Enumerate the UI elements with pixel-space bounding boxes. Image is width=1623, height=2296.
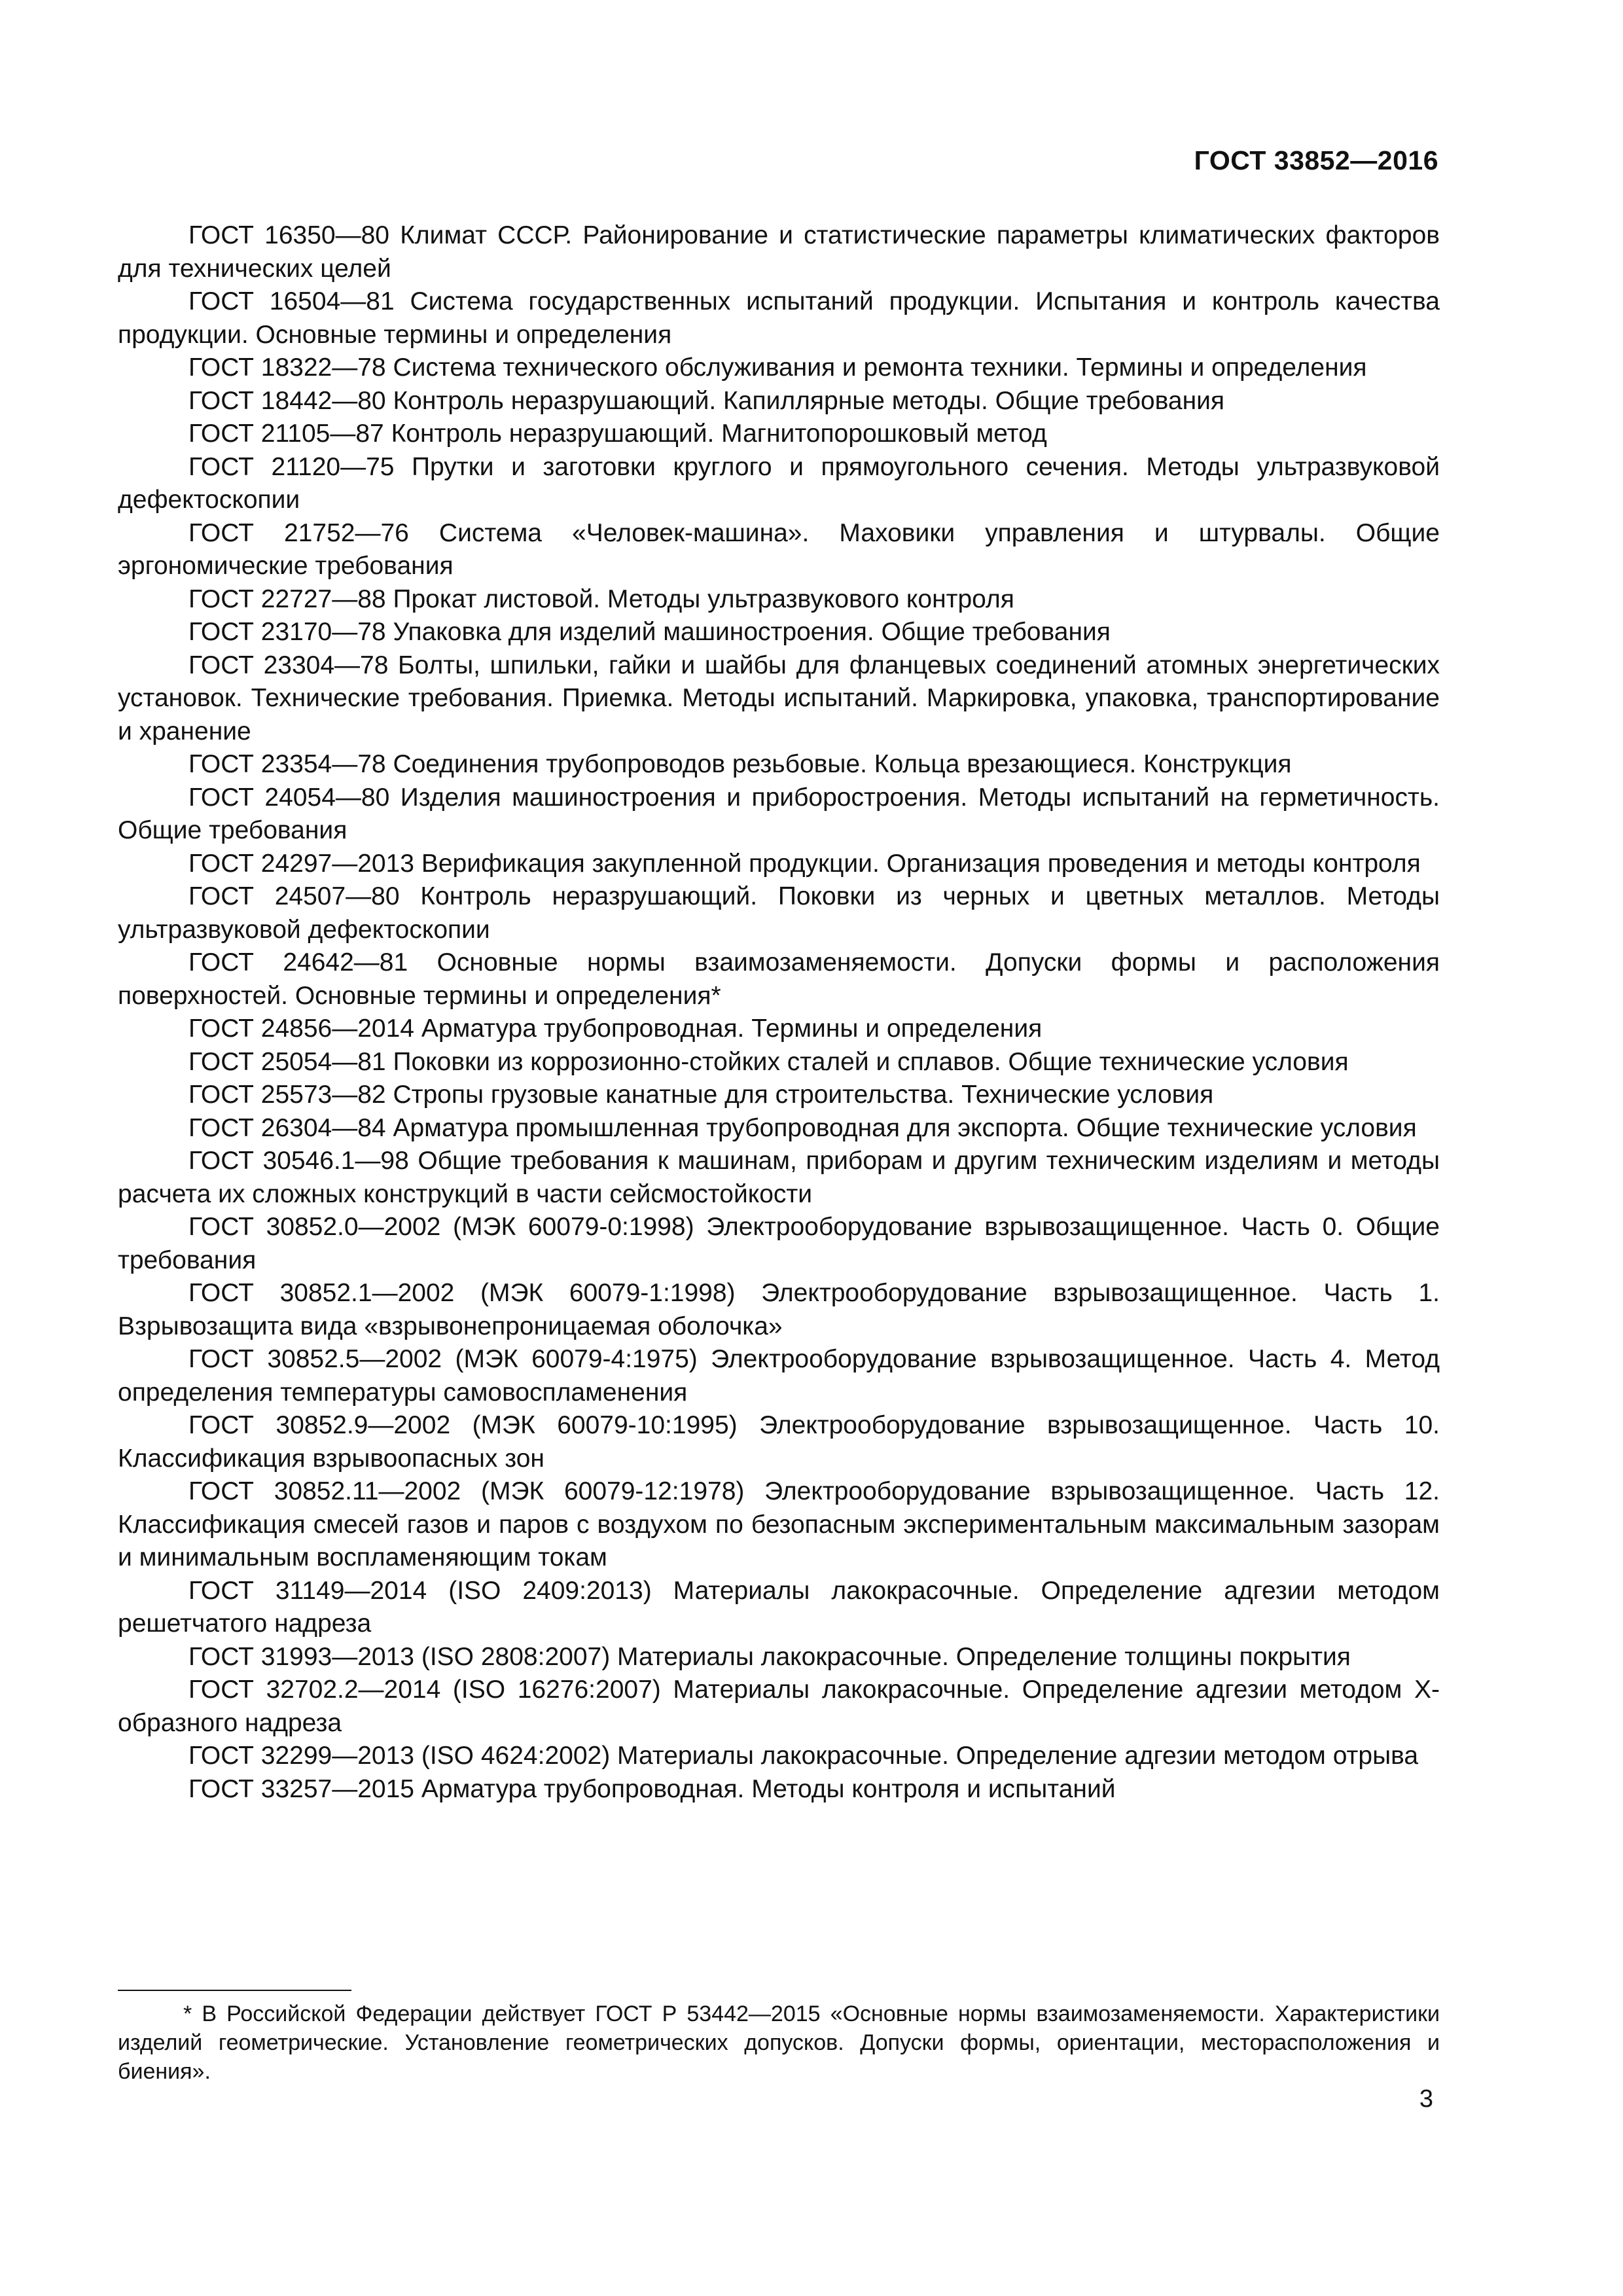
reference-item: ГОСТ 33257—2015 Арматура трубопроводная. Методы контроля и испытаний [188,1774,1116,1803]
reference-item: ГОСТ 24297—2013 Верификация закупленной продукции. Организация проведения и методы контроля [188,849,1421,878]
reference-item: ГОСТ 25573—82 Стропы грузовые канатные для строительства. Технические условия [188,1081,1214,1109]
reference-item: ГОСТ 21105—87 Контроль неразрушающий. Магнитопорошковый метод [188,420,1047,448]
page-number: 3 [1419,2085,1433,2113]
footnote-divider [118,1990,351,1991]
reference-item: ГОСТ 21120—75 Прутки и заготовки круглого и прямоугольного сечения. Методы ультразвуковой дефектоскопии [118,452,1440,514]
reference-item: ГОСТ 26304—84 Арматура промышленная трубопроводная для экспорта. Общие технические условия [188,1113,1417,1142]
document-header-id: ГОСТ 33852—2016 [1194,145,1438,175]
reference-item: ГОСТ 24507—80 Контроль неразрушающий. Поковки из черных и цветных металлов. Методы ультразвуковой дефектоскопии [118,882,1440,944]
reference-item: ГОСТ 30546.1—98 Общие требования к машинам, приборам и другим техническим изделиям и методы расчета их сложных конструкций в части сейсмостойкости [118,1147,1440,1208]
footnote: * В Российской Федерации действует ГОСТ Р 53442—2015 «Основные нормы взаимозаменяемости. Характеристики изделий геометрические. Установление геометрических допусков. Допуски формы, ориентации, месторасположения и биения». [118,2001,1440,2084]
reference-item: ГОСТ 24856—2014 Арматура трубопроводная. Термины и определения [188,1014,1043,1043]
reference-item: ГОСТ 32702.2—2014 (ISO 16276:2007) Материалы лакокрасочные. Определение адгезии методом Х-образного надреза [118,1676,1440,1737]
reference-item: ГОСТ 18442—80 Контроль неразрушающий. Капиллярные методы. Общие требования [188,386,1225,415]
reference-item: ГОСТ 23354—78 Соединения трубопроводов резьбовые. Кольца врезающиеся. Конструкция [188,750,1292,778]
reference-item: ГОСТ 31149—2014 (ISO 2409:2013) Материалы лакокрасочные. Определение адгезии методом решетчатого надреза [118,1576,1440,1638]
normative-references-list [118,219,1440,1806]
reference-item: ГОСТ 30852.9—2002 (МЭК 60079-10:1995) Электрооборудование взрывозащищенное. Часть 10. Классификация взрывоопасных зон [118,1411,1440,1473]
reference-item: ГОСТ 30852.11—2002 (МЭК 60079-12:1978) Электрооборудование взрывозащищенное. Часть 12. Классификация смесей газов и паров с воздухом по безопасным экспериментальным максимальным зазорам и минимальным воспламеняющим токам [118,1477,1440,1571]
reference-item: ГОСТ 23170—78 Упаковка для изделий машиностроения. Общие требования [188,618,1111,646]
reference-item: ГОСТ 24642—81 Основные нормы взаимозаменяемости. Допуски формы и расположения поверхностей. Основные термины и определения* [118,948,1440,1010]
reference-item: ГОСТ 31993—2013 (ISO 2808:2007) Материалы лакокрасочные. Определение толщины покрытия [188,1642,1351,1671]
reference-item: ГОСТ 30852.1—2002 (МЭК 60079-1:1998) Электрооборудование взрывозащищенное. Часть 1. Взрывозащита вида «взрывонепроницаемая оболочка» [118,1279,1440,1340]
reference-item: ГОСТ 23304—78 Болты, шпильки, гайки и шайбы для фланцевых соединений атомных энергетических установок. Технические требования. Приемка. Методы испытаний. Маркировка, упаковка, транспортирование и хранение [118,651,1440,745]
reference-item: ГОСТ 30852.5—2002 (МЭК 60079-4:1975) Электрооборудование взрывозащищенное. Часть 4. Метод определения температуры самовоспламенения [118,1345,1440,1407]
reference-item: ГОСТ 25054—81 Поковки из коррозионно-стойких сталей и сплавов. Общие технические условия [188,1047,1349,1076]
reference-item: ГОСТ 30852.0—2002 (МЭК 60079-0:1998) Электрооборудование взрывозащищенное. Часть 0. Общие требования [118,1213,1440,1274]
reference-item: ГОСТ 32299—2013 (ISO 4624:2002) Материалы лакокрасочные. Определение адгезии методом отрыва [188,1742,1419,1770]
reference-item: ГОСТ 16504—81 Система государственных испытаний продукции. Испытания и контроль качества продукции. Основные термины и определения [118,287,1440,349]
reference-item: ГОСТ 18322—78 Система технического обслуживания и ремонта техники. Термины и определения [188,353,1367,382]
reference-item: ГОСТ 16350—80 Климат СССР. Районирование и статистические параметры климатических факторов для технических целей [118,221,1440,283]
reference-item: ГОСТ 22727—88 Прокат листовой. Методы ультразвукового контроля [188,584,1014,613]
reference-item: ГОСТ 24054—80 Изделия машиностроения и приборостроения. Методы испытаний на герметичность. Общие требования [118,783,1440,844]
reference-item: ГОСТ 21752—76 Система «Человек-машина». Маховики управления и штурвалы. Общие эргономические требования [118,518,1440,580]
